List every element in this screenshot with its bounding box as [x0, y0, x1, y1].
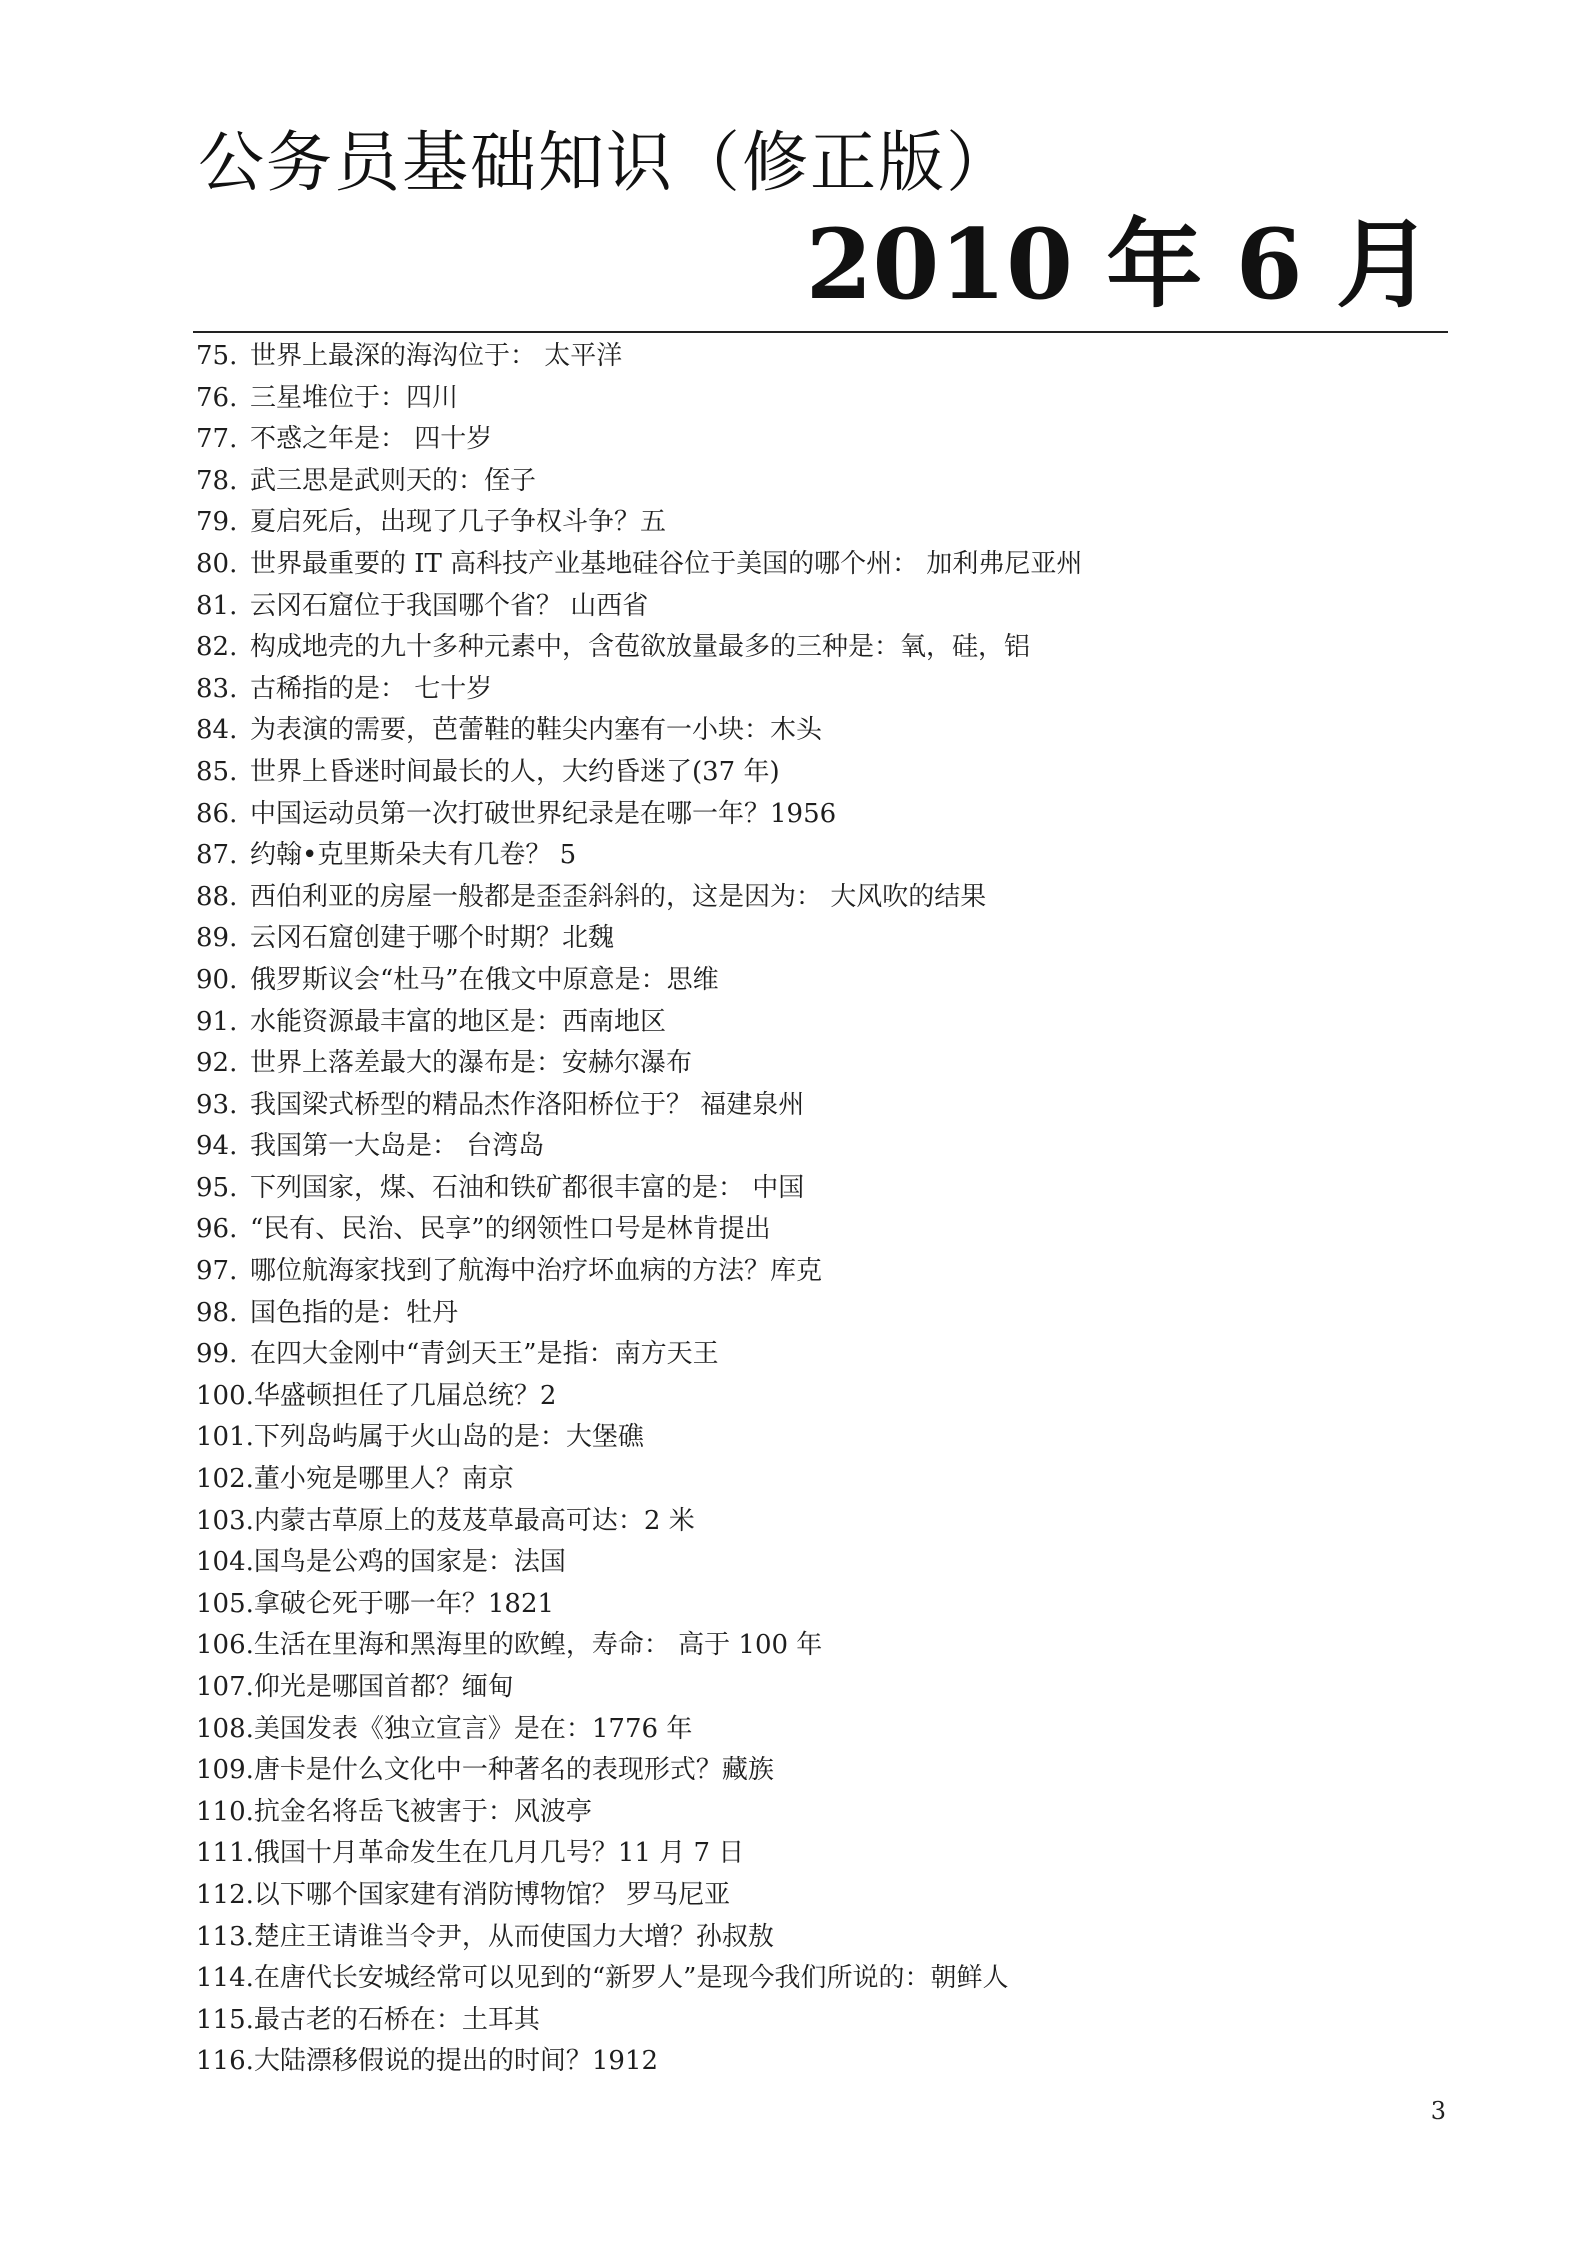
item-text: 以下哪个国家建有消防博物馆？ 罗马尼亚 — [253, 1879, 731, 1910]
list-item — [196, 1085, 1082, 1127]
question-answer-list — [196, 336, 1082, 2083]
list-item — [196, 1792, 1082, 1834]
item-text: 最古老的石桥在：土耳其 — [253, 2004, 540, 2035]
item-text: 为表演的需要，芭蕾鞋的鞋尖内塞有一小块：木头 — [250, 715, 823, 746]
item-text: 中国运动员第一次打破世界纪录是在哪一年？1956 — [250, 798, 837, 829]
item-number: 88. — [196, 881, 238, 912]
item-number: 103. — [196, 1505, 254, 1536]
item-number: 114. — [196, 1963, 254, 1994]
item-text: 内蒙古草原上的芨芨草最高可达：2 米 — [253, 1505, 695, 1536]
item-number: 115. — [196, 2004, 254, 2035]
item-number: 100. — [196, 1380, 254, 1411]
item-number: 97. — [196, 1256, 238, 1287]
item-number: 76. — [196, 382, 238, 413]
item-number: 84. — [196, 715, 238, 746]
header-divider — [193, 331, 1448, 333]
list-item — [196, 877, 1082, 919]
list-item — [196, 1709, 1082, 1751]
item-number: 106. — [196, 1630, 254, 1661]
item-text: 俄国十月革命发生在几月几号？11 月 7 日 — [253, 1838, 745, 1869]
list-item — [196, 1833, 1082, 1875]
item-number: 105. — [196, 1588, 254, 1619]
item-text: 拿破仑死于哪一年？1821 — [253, 1588, 555, 1619]
item-number: 89. — [196, 923, 238, 954]
list-item — [196, 502, 1082, 544]
item-text: “民有、民治、民享”的纲领性口号是林肯提出 — [250, 1214, 771, 1245]
item-text: 抗金名将岳飞被害于：风波亭 — [253, 1796, 592, 1827]
item-number: 116. — [196, 2046, 254, 2077]
item-number: 104. — [196, 1547, 254, 1578]
item-text: 我国梁式桥型的精品杰作洛阳桥位于？ 福建泉州 — [250, 1089, 805, 1120]
list-item — [196, 918, 1082, 960]
item-text: 我国第一大岛是： 台湾岛 — [250, 1131, 545, 1162]
list-item — [196, 1209, 1082, 1251]
item-number: 107. — [196, 1672, 254, 1702]
list-item — [196, 1417, 1082, 1459]
item-text: 古稀指的是： 七十岁 — [250, 673, 493, 704]
item-number: 98. — [196, 1297, 238, 1328]
list-item — [196, 960, 1082, 1002]
item-text: 构成地壳的九十多种元素中，含苞欲放量最多的三种是：氧，硅，铝 — [250, 632, 1031, 663]
list-item — [196, 1334, 1082, 1376]
item-text: 云冈石窟创建于哪个时期？北魏 — [250, 923, 615, 954]
item-number: 85. — [196, 756, 238, 787]
item-number: 111. — [196, 1838, 254, 1869]
item-number: 94. — [196, 1131, 238, 1162]
item-number: 91. — [196, 1006, 238, 1037]
list-item — [196, 1584, 1082, 1626]
list-item — [196, 1168, 1082, 1210]
document-title: 公务员基础知识（修正版） — [198, 124, 1014, 201]
list-item — [196, 1750, 1082, 1792]
list-item — [196, 336, 1082, 378]
item-text: 夏启死后，出现了几子争权斗争？五 — [250, 507, 667, 538]
list-item — [196, 710, 1082, 752]
item-text: 在唐代长安城经常可以见到的“新罗人”是现今我们所说的：朝鲜人 — [253, 1963, 1009, 1994]
item-number: 80. — [196, 548, 238, 579]
item-number: 87. — [196, 840, 238, 871]
list-item — [196, 1917, 1082, 1959]
item-text: 在四大金刚中“青剑天王”是指：南方天王 — [250, 1339, 719, 1370]
list-item — [196, 835, 1082, 877]
item-number: 93. — [196, 1089, 238, 1120]
list-item — [196, 1293, 1082, 1335]
list-item — [196, 1542, 1082, 1584]
list-item — [196, 627, 1082, 669]
item-text: 生活在里海和黑海里的欧鳇，寿命： 高于 100 年 — [253, 1630, 823, 1661]
item-number: 113. — [196, 1921, 254, 1952]
item-text: 国色指的是：牡丹 — [250, 1297, 459, 1328]
page-number: 3 — [1430, 2097, 1446, 2125]
list-item — [196, 378, 1082, 420]
item-number: 79. — [196, 507, 238, 538]
item-number: 77. — [196, 424, 238, 455]
item-text: 世界上昏迷时间最长的人，大约昏迷了(37 年) — [250, 756, 780, 787]
item-text: 华盛顿担任了几届总统？2 — [253, 1380, 557, 1411]
list-item — [196, 1459, 1082, 1501]
item-text: 仰光是哪国首都？缅甸 — [253, 1672, 514, 1702]
item-number: 109. — [196, 1755, 254, 1786]
item-text: 西伯利亚的房屋一般都是歪歪斜斜的，这是因为： 大风吹的结果 — [250, 881, 987, 912]
list-item — [196, 1875, 1082, 1917]
list-item — [196, 461, 1082, 503]
item-text: 大陆漂移假说的提出的时间？1912 — [253, 2046, 659, 2077]
item-number: 83. — [196, 673, 238, 704]
list-item — [196, 2041, 1082, 2083]
item-text: 下列国家，煤、石油和铁矿都很丰富的是： 中国 — [250, 1172, 805, 1203]
item-number: 101. — [196, 1422, 254, 1453]
item-number: 81. — [196, 590, 238, 621]
item-number: 92. — [196, 1048, 238, 1079]
item-text: 世界上最深的海沟位于： 太平洋 — [250, 341, 623, 371]
item-text: 美国发表《独立宣言》是在：1776 年 — [253, 1713, 693, 1744]
list-item — [196, 1126, 1082, 1168]
item-text: 云冈石窟位于我国哪个省？ 山西省 — [250, 590, 649, 621]
item-number: 99. — [196, 1339, 238, 1370]
list-item — [196, 586, 1082, 628]
item-text: 水能资源最丰富的地区是：西南地区 — [250, 1006, 667, 1037]
item-number: 75. — [196, 341, 238, 371]
list-item — [196, 1958, 1082, 2000]
item-text: 国鸟是公鸡的国家是：法国 — [253, 1547, 566, 1578]
item-number: 110. — [196, 1796, 254, 1827]
item-number: 102. — [196, 1464, 254, 1495]
item-text: 不惑之年是： 四十岁 — [250, 424, 493, 455]
item-number: 95. — [196, 1172, 238, 1203]
item-text: 唐卡是什么文化中一种著名的表现形式？藏族 — [253, 1755, 774, 1786]
item-text: 三星堆位于：四川 — [250, 382, 459, 413]
list-item — [196, 419, 1082, 461]
list-item — [196, 1625, 1082, 1667]
item-number: 96. — [196, 1214, 238, 1245]
list-item — [196, 1501, 1082, 1543]
item-text: 哪位航海家找到了航海中治疗坏血病的方法？库克 — [250, 1256, 823, 1287]
item-text: 世界最重要的 IT 高科技产业基地硅谷位于美国的哪个州： 加利弗尼亚州 — [250, 548, 1083, 579]
item-text: 俄罗斯议会“杜马”在俄文中原意是：思维 — [250, 964, 719, 995]
list-item — [196, 1002, 1082, 1044]
item-text: 世界上落差最大的瀑布是：安赫尔瀑布 — [250, 1048, 693, 1079]
list-item — [196, 1376, 1082, 1418]
item-text: 武三思是武则天的：侄子 — [250, 465, 537, 496]
item-text: 董小宛是哪里人？南京 — [253, 1464, 514, 1495]
list-item — [196, 794, 1082, 836]
item-number: 78. — [196, 465, 238, 496]
item-number: 86. — [196, 798, 238, 829]
list-item — [196, 1667, 1082, 1709]
item-text: 下列岛屿属于火山岛的是：大堡礁 — [253, 1422, 644, 1453]
list-item — [196, 752, 1082, 794]
item-number: 90. — [196, 964, 238, 995]
list-item — [196, 1043, 1082, 1085]
item-text: 约翰•克里斯朵夫有几卷？ 5 — [250, 840, 577, 871]
item-text: 楚庄王请谁当令尹，从而使国力大增？孙叔敖 — [253, 1921, 774, 1952]
list-item — [196, 669, 1082, 711]
list-item — [196, 2000, 1082, 2042]
item-number: 108. — [196, 1713, 254, 1744]
item-number: 82. — [196, 632, 238, 663]
item-number: 112. — [196, 1879, 254, 1910]
list-item — [196, 544, 1082, 586]
document-date: 2010 年 6 月 — [805, 208, 1432, 321]
list-item — [196, 1251, 1082, 1293]
